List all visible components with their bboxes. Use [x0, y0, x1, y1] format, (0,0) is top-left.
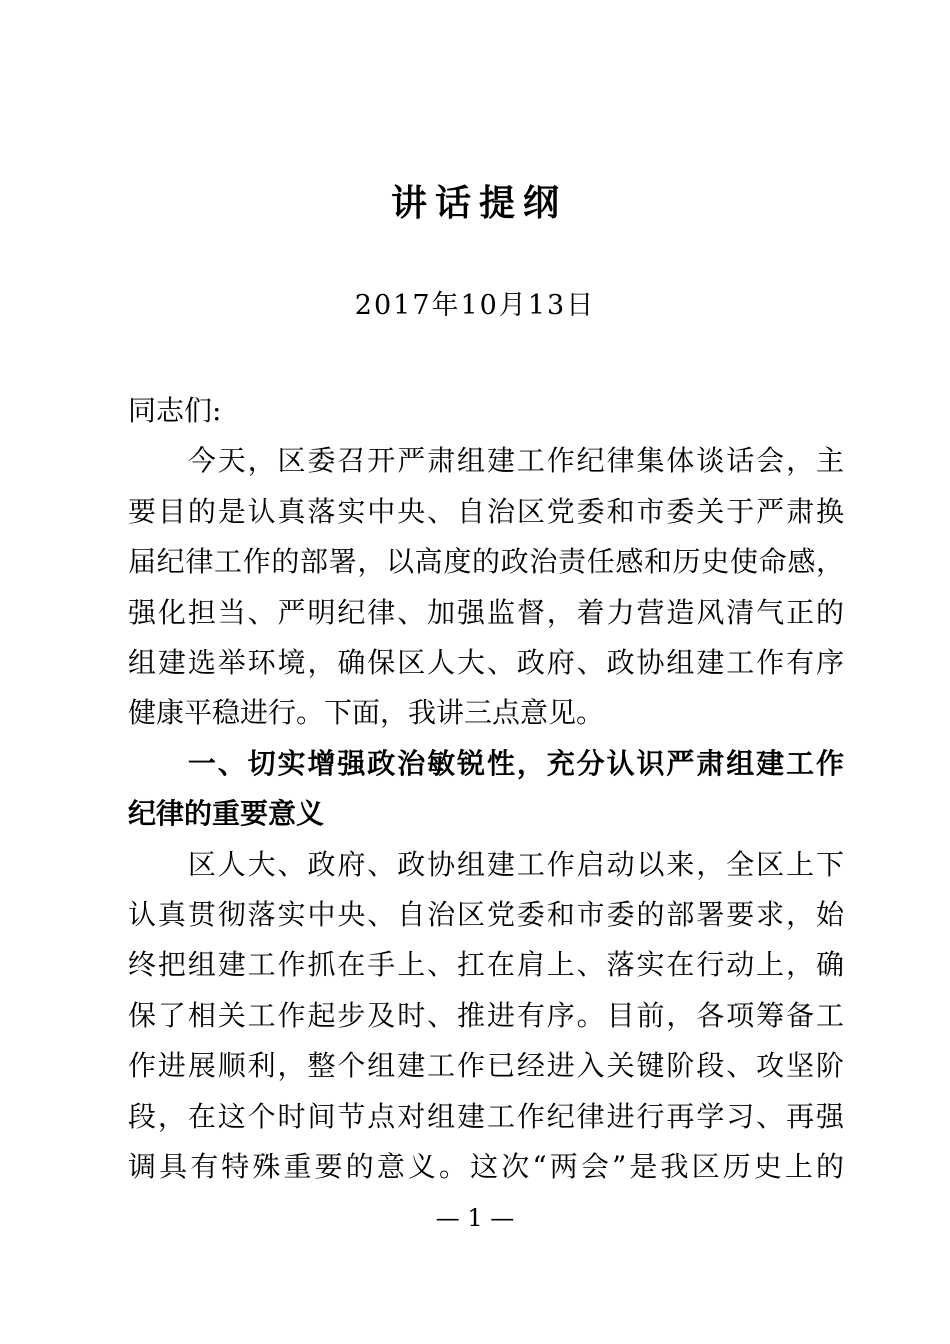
paragraph-2-line: 作进展顺利，整个组建工作已经进入关键阶段、攻坚阶: [128, 1049, 844, 1083]
paragraph-1-line: 强化担当、严明纪律、加强监督，着力营造风清气正的: [128, 595, 844, 629]
paragraph-1-line: 今天，区委召开严肃组建工作纪律集体谈话会，主: [128, 444, 844, 478]
salutation: 同志们:: [128, 394, 222, 427]
paragraph-1-line: 届纪律工作的部署，以高度的政治责任感和历史使命感，: [128, 545, 844, 579]
document-body: [128, 386, 844, 1193]
paragraph-2-line: 认真贯彻落实中央、自治区党委和市委的部署要求，始: [128, 898, 844, 932]
paragraph-2-line: 保了相关工作起步及时、推进有序。目前，各项筹备工: [128, 998, 844, 1032]
paragraph-1-line: 组建选举环境，确保区人大、政府、政协组建工作有序: [128, 646, 844, 680]
section-heading-1-line: 一、切实增强政治敏锐性，充分认识严肃组建工作: [128, 746, 844, 780]
paragraph-1-line: 要目的是认真落实中央、自治区党委和市委关于严肃换: [128, 494, 844, 528]
section-heading-1-line: 纪律的重要意义: [128, 797, 325, 831]
page-number: — 1 —: [435, 1204, 515, 1232]
document-date: 2017年10月13日: [354, 290, 596, 321]
paragraph-1-line: 健康平稳进行。下面，我讲三点意见。: [128, 696, 605, 730]
paragraph-2-line: 调具有特殊重要的意义。这次“两会”是我区历史上的: [128, 1150, 844, 1184]
paragraph-2-line: 段，在这个时间节点对组建工作纪律进行再学习、再强: [128, 1099, 844, 1133]
paragraph-2-line: 终把组建工作抓在手上、扛在肩上、落实在行动上，确: [128, 948, 844, 982]
paragraph-2-line: 区人大、政府、政协组建工作启动以来，全区上下: [128, 847, 844, 881]
document-title: 讲话提纲: [390, 182, 567, 224]
